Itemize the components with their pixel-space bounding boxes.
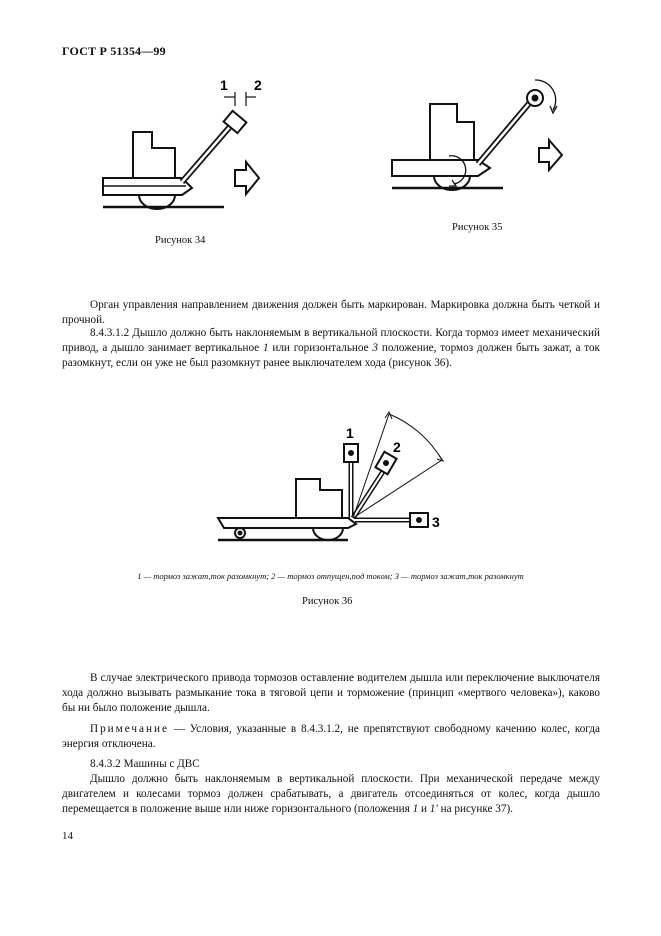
fig36-label-3: 3	[432, 514, 440, 530]
legend-num-1: 1	[137, 571, 142, 581]
legend-text-2: — тормоз отпущен,под током;	[275, 571, 395, 581]
note-block	[62, 722, 600, 752]
figure-36-legend	[40, 571, 621, 581]
p4-pos-1: 1	[412, 803, 419, 815]
p4-text-c: на рисунке 37).	[437, 803, 513, 815]
p4-pos-2: 1′	[429, 803, 438, 815]
legend-num-2: 2	[271, 571, 276, 581]
p2-num-1: 1	[262, 342, 269, 354]
p2-text-c: положение, тормоз должен быть зажат, а ток разомкнут, если он уже не был разомкнут ранее выключателем хода (рисунок 36).	[62, 342, 600, 369]
p2-num-3: 3	[372, 342, 379, 354]
page-number: 14	[62, 830, 73, 842]
paragraph-8-4-3-1-2	[62, 326, 600, 371]
note-text: — Условия, указанные в 8.4.3.1.2, не препятствуют свободному качению колес, когда энергия отключена.	[62, 723, 600, 750]
figure-36-caption: Рисунок 36	[302, 596, 353, 607]
legend-text-1: — тормоз зажат,ток разомкнут;	[141, 571, 272, 581]
p4-text-b: и	[418, 803, 430, 815]
legend-num-3: 3	[394, 571, 400, 581]
paragraph-electric-drive-text: В случае электрического привода тормозов оставление водителем дышла или переключение выключателя хода должно вызывать размыкание тока в тяговой цепи и торможение (принцип «мертвого человека»), каково бы ни было положение дышла.	[62, 672, 600, 714]
paragraph-electric-drive	[62, 671, 600, 716]
note-label: Примечание	[90, 723, 169, 735]
section-8-4-3-2	[62, 757, 600, 817]
document-header: ГОСТ Р 51354—99	[62, 44, 166, 58]
fig36-label-1: 1	[346, 425, 354, 441]
fig34-label-2: 2	[254, 77, 262, 93]
p2-text-b: или горизонтальное	[268, 342, 373, 354]
p4-text-a: Дышло должно быть наклоняемым в вертикальной плоскости. При механической передаче между двигателем и колесами тормоз должен срабатывать, а двигатель отсоединяться от колес, когда дышло перемещается в положение выше или ниже горизонтального (положения	[62, 773, 600, 815]
paragraph-marking	[62, 298, 600, 328]
fig36-label-2: 2	[393, 439, 401, 455]
figure-35-caption: Рисунок 35	[452, 222, 503, 233]
paragraph-marking-text: Орган управления направлением движения должен быть маркирован. Маркировка должна быть четкой и прочной.	[62, 299, 600, 326]
p2-text-a: 8.4.3.1.2 Дышло должно быть наклоняемым в вертикальной плоскости. Когда тормоз имеет механический привод, а дышло занимает вертикальное	[62, 327, 600, 354]
fig34-label-1: 1	[220, 77, 228, 93]
section-title: 8.4.3.2 Машины с ДВС	[90, 758, 200, 770]
figure-34-caption: Рисунок 34	[155, 235, 206, 246]
legend-text-3: — тормоз зажат,ток разомкнут	[399, 571, 524, 581]
